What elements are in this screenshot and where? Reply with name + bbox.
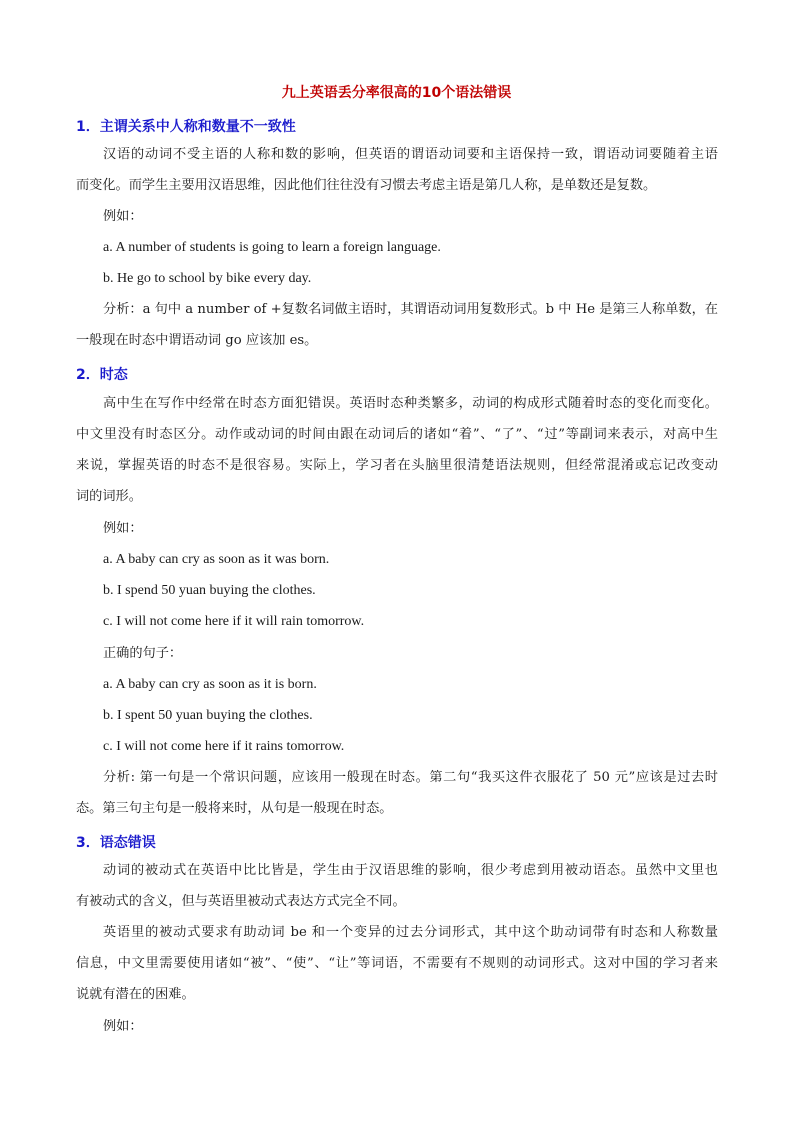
section-2-paragraph-line: 高中生在写作中经常在时态方面犯错误。英语时态种类繁多，动词的构成形式随着时态的变化而变化。 — [103, 396, 718, 411]
page-title: 九上英语丢分率很高的10个语法错误 — [281, 85, 512, 101]
section-2-heading: 2．时态 — [76, 367, 128, 383]
section-1-example-label: 例如： — [103, 209, 143, 224]
section-2-paragraph-line: 词的词形。 — [76, 489, 142, 504]
section-2-correct-label: 正确的句子： — [103, 646, 183, 661]
section-2-paragraph-line: 中文里没有时态区分。动作或动词的时间由跟在动词后的诸如“着”、“了”、“过”等副词来表示，对高中生 — [76, 427, 718, 442]
section-1-example: b. He go to school by bike every day. — [103, 271, 312, 286]
section-1-analysis-line: 一般现在时态中谓语动词 go 应该加 es。 — [76, 333, 318, 348]
section-3-heading: 3．语态错误 — [76, 835, 156, 851]
section-2-analysis-line: 态。第三句主句是一般将来时，从句是一般现在时态。 — [76, 801, 393, 816]
section-2-correction: a. A baby can cry as soon as it is born. — [103, 677, 317, 692]
section-3-example-label: 例如： — [103, 1019, 143, 1034]
section-2-paragraph-line: 来说，掌握英语的时态不是很容易。实际上，学习者在头脑里很清楚语法规则，但经常混淆或忘记改变动 — [76, 458, 718, 473]
section-2-example: b. I spend 50 yuan buying the clothes. — [103, 583, 316, 598]
section-3-paragraph-line: 动词的被动式在英语中比比皆是，学生由于汉语思维的影响，很少考虑到用被动语态。虽然中文里也 — [103, 863, 718, 878]
section-3-paragraph-line: 信息，中文里需要使用诸如“被”、“使”、“让”等词语，不需要有不规则的动词形式。这对中国的学习者来 — [76, 956, 718, 971]
section-3-paragraph-line: 说就有潜在的困难。 — [76, 987, 195, 1002]
section-2-example: c. I will not come here if it will rain tomorrow. — [103, 614, 365, 629]
section-1-heading: 1．主谓关系中人称和数量不一致性 — [76, 119, 296, 135]
section-3-paragraph-line: 有被动式的含义，但与英语里被动式表达方式完全不同。 — [76, 894, 406, 909]
section-2-correction: c. I will not come here if it rains tomorrow. — [103, 739, 345, 754]
section-1-analysis-line: 分析：a 句中 a number of +复数名词做主语时，其谓语动词用复数形式。b 中 He 是第三人称单数，在 — [103, 302, 718, 317]
section-1-example: a. A number of students is going to learn a foreign language. — [103, 240, 441, 255]
section-2-analysis-line: 分析: 第一句是一个常识问题，应该用一般现在时态。第二句“我买这件衣服花了 50 元”应该是过去时 — [103, 770, 718, 785]
section-2-example: a. A baby can cry as soon as it was born. — [103, 552, 330, 567]
section-1-paragraph-line: 而变化。而学生主要用汉语思维，因此他们往往没有习惯去考虑主语是第几人称，是单数还是复数。 — [76, 178, 657, 193]
section-1-paragraph-line: 汉语的动词不受主语的人称和数的影响，但英语的谓语动词要和主语保持一致，谓语动词要随着主语 — [103, 147, 718, 162]
section-2-correction: b. I spent 50 yuan buying the clothes. — [103, 708, 313, 723]
section-2-example-label: 例如： — [103, 521, 143, 536]
section-3-paragraph-line: 英语里的被动式要求有助动词 be 和一个变异的过去分词形式，其中这个助动词带有时态和人称数量 — [103, 925, 718, 940]
